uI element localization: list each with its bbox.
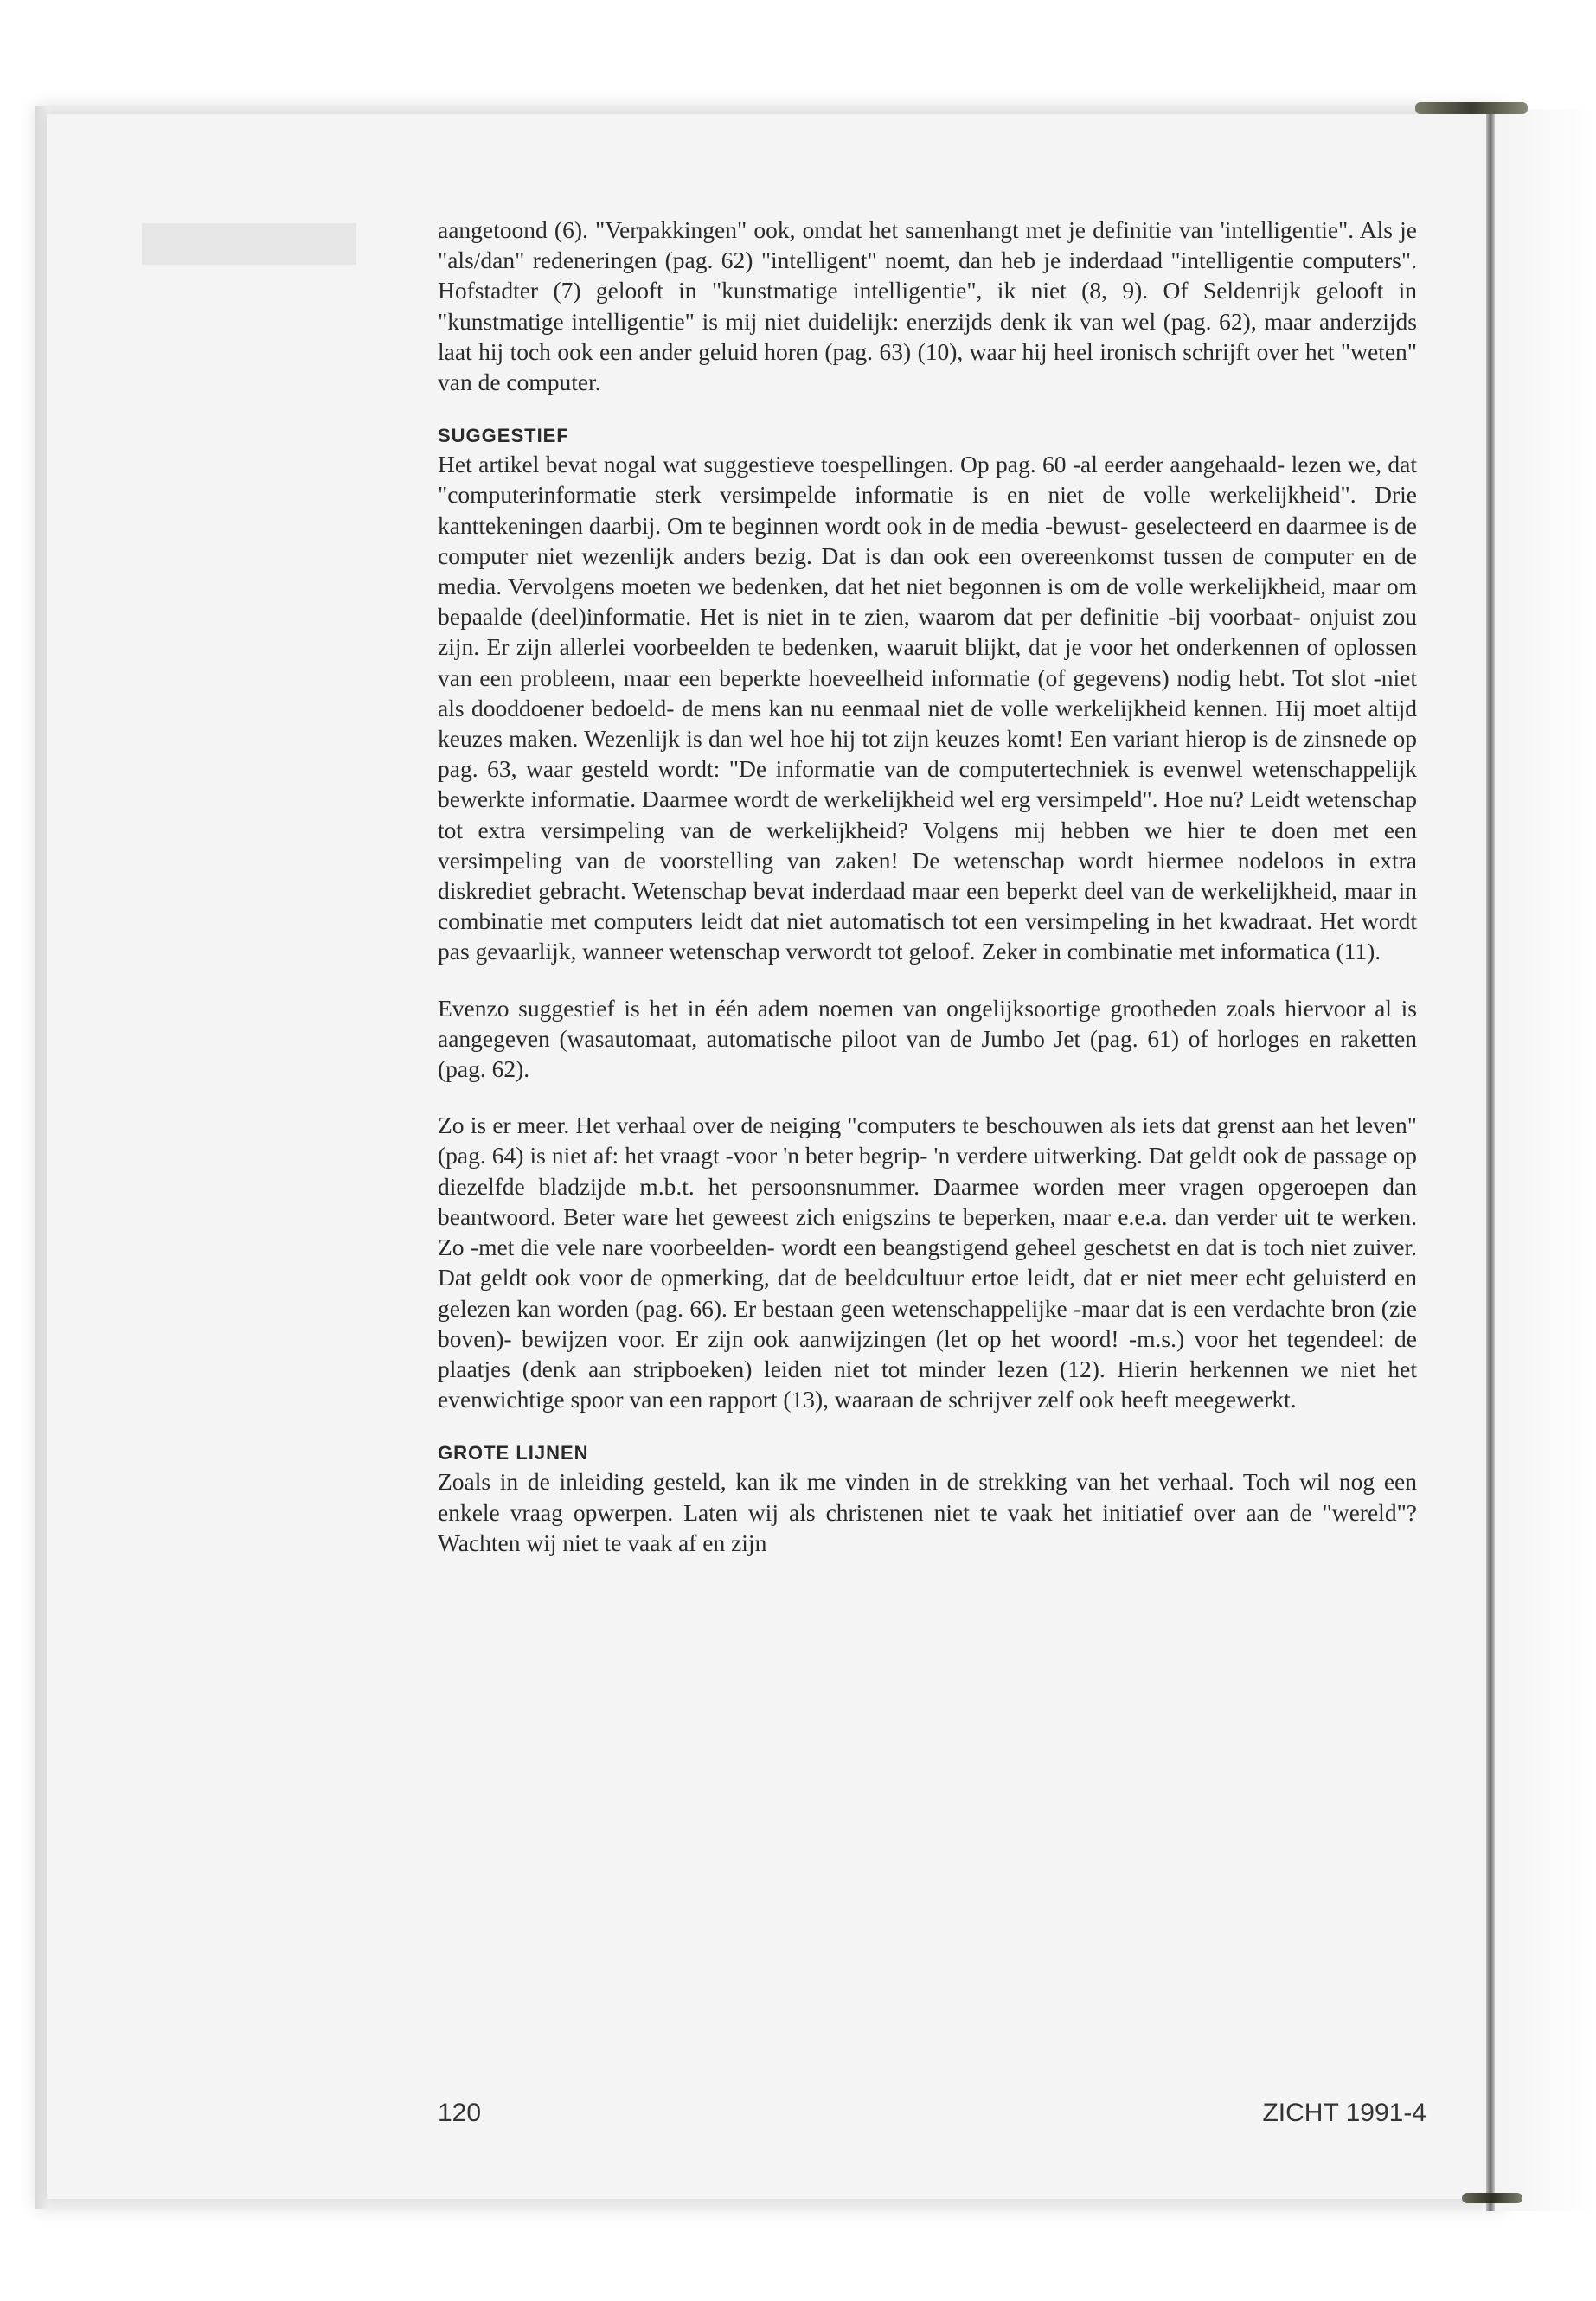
binding-clip-top [1415,102,1528,114]
page-number: 120 [438,2099,482,2127]
paragraph-suggestief-1: Het artikel bevat nogal wat suggestieve toespellingen. Op pag. 60 -al eerder aangehaald- lezen we, dat "computerinformatie sterk versimpelde informatie is en niet de volle werkelijkheid". Drie kanttekeningen daarbij. Om te beginnen wordt ook in de media -bewust- geselecteerd en daarmee is de computer niet wezenlijk anders bezig. Dat is dan ook een overeenkomst tussen de computer en de media. Vervolgens moeten we bedenken, dat het niet begonnen is om de volle werkelijkheid, maar om bepaalde (deel)informatie. Het is niet in te zien, waarom dat per definitie -bij voorbaat- onjuist zou zijn. Er zijn allerlei voorbeelden te bedenken, waaruit blijkt, dat je voor het onderkennen of oplossen van een probleem, maar een beperkte hoeveelheid informatie (of gegevens) nodig hebt. Tot slot -niet als dooddoener bedoeld- de mens kan nu eenmaal niet de volle werkelijkheid kennen. Hij moet altijd keuzes maken. Wezenlijk is dan wel hoe hij tot zijn keuzes komt! Een variant hierop is de zinsnede op pag. 63, waar gesteld wordt: "De informatie van de computertechniek is evenwel wetenschappelijk bewerkte informatie. Daarmee wordt de werkelijkheid wel erg versimpeld". Hoe nu? Leidt wetenschap tot extra versimpeling van de werkelijkheid? Volgens mij hebben we hier te doen met een versimpeling van de voorstelling van zaken! De wetenschap wordt hiermee nodeloos in extra diskrediet gebracht. Wetenschap bevat inderdaad maar een beperkt deel van de werkelijkheid, maar in combinatie met computers leidt dat niet automatisch tot een versimpeling in het kwadraat. Het wordt pas gevaarlijk, wanneer wetenschap verwordt tot geloof. Zeker in combinatie met informatica (11). [438,451,1417,965]
binding-clip-bottom [1462,2193,1522,2203]
journal-issue: ZICHT 1991-4 [1262,2099,1426,2127]
book-binding [1486,109,1495,2211]
paragraph-suggestief-2: Evenzo suggestief is het in één adem noemen van ongelijksoortige grootheden zoals hiervoor al is aangegeven (wasautomaat, automatische piloot van de Jumbo Jet (pag. 61) of horloges en raketten (pag. 62). [438,994,1417,1083]
article-column [438,215,1417,1558]
section-heading-grote-lijnen: GROTE LIJNEN [438,1442,589,1465]
paragraph-suggestief-3: Zo is er meer. Het verhaal over de neiging "computers te beschouwen als iets dat grenst aan het leven" (pag. 64) is niet af: het vraagt -voor 'n beter begrip- 'n verdere uitwerking. Dat geldt ook de passage op diezelfde bladzijde m.b.t. het persoonsnummer. Daarmee worden meer vragen opgeroepen dan beantwoord. Beter ware het geweest zich enigszins te beperken, maar e.e.a. dan verder uit te werken. Zo -met die vele nare voorbeelden- wordt een beangstigend geheel geschetst en dat is toch niet zuiver. Dat geldt ook voor de opmerking, dat de beeldcultuur ertoe leidt, dat er niet meer echt geluisterd en gelezen kan worden (pag. 66). Er bestaan geen wetenschappelijke -maar dat is een verdachte bron (zie boven)- bewijzen voor. Er zijn ook aanwijzingen (let op het woord! -m.s.) voor het tegendeel: de plaatjes (denk aan stripboeken) leiden niet tot minder lezen (12). Hierin herkennen we niet het evenwichtige spoor van een rapport (13), waaraan de schrijver zelf ook heeft meegewerkt. [438,1112,1417,1413]
right-margin-area [1495,109,1596,2211]
show-through-block [142,223,356,265]
intro-paragraph: aangetoond (6). "Verpakkingen" ook, omdat het samenhangt met je definitie van 'intelligentie". Als je "als/dan" redeneringen (pag. 62) "intelligent" noemt, dan heb je inderdaad "intelligentie computers". Hofstadter (7) gelooft in "kunstmatige intelligentie", ik niet (8, 9). Of Seldenrijk gelooft in "kunstmatige intelligentie" is mij niet duidelijk: enerzijds denk ik van wel (pag. 62), maar anderzijds laat hij toch ook een ander geluid horen (pag. 63) (10), waar hij heel ironisch schrijft over het "weten" van de computer. [438,216,1417,396]
section-heading-suggestief: SUGGESTIEF [438,425,569,447]
paragraph-grote-lijnen: Zoals in de inleiding gesteld, kan ik me vinden in de strekking van het verhaal. Toch wil nog een enkele vraag opwerpen. Laten wij als christenen niet te vaak het initiatief over aan de "wereld"? Wachten wij niet te vaak af en zijn [438,1468,1417,1556]
